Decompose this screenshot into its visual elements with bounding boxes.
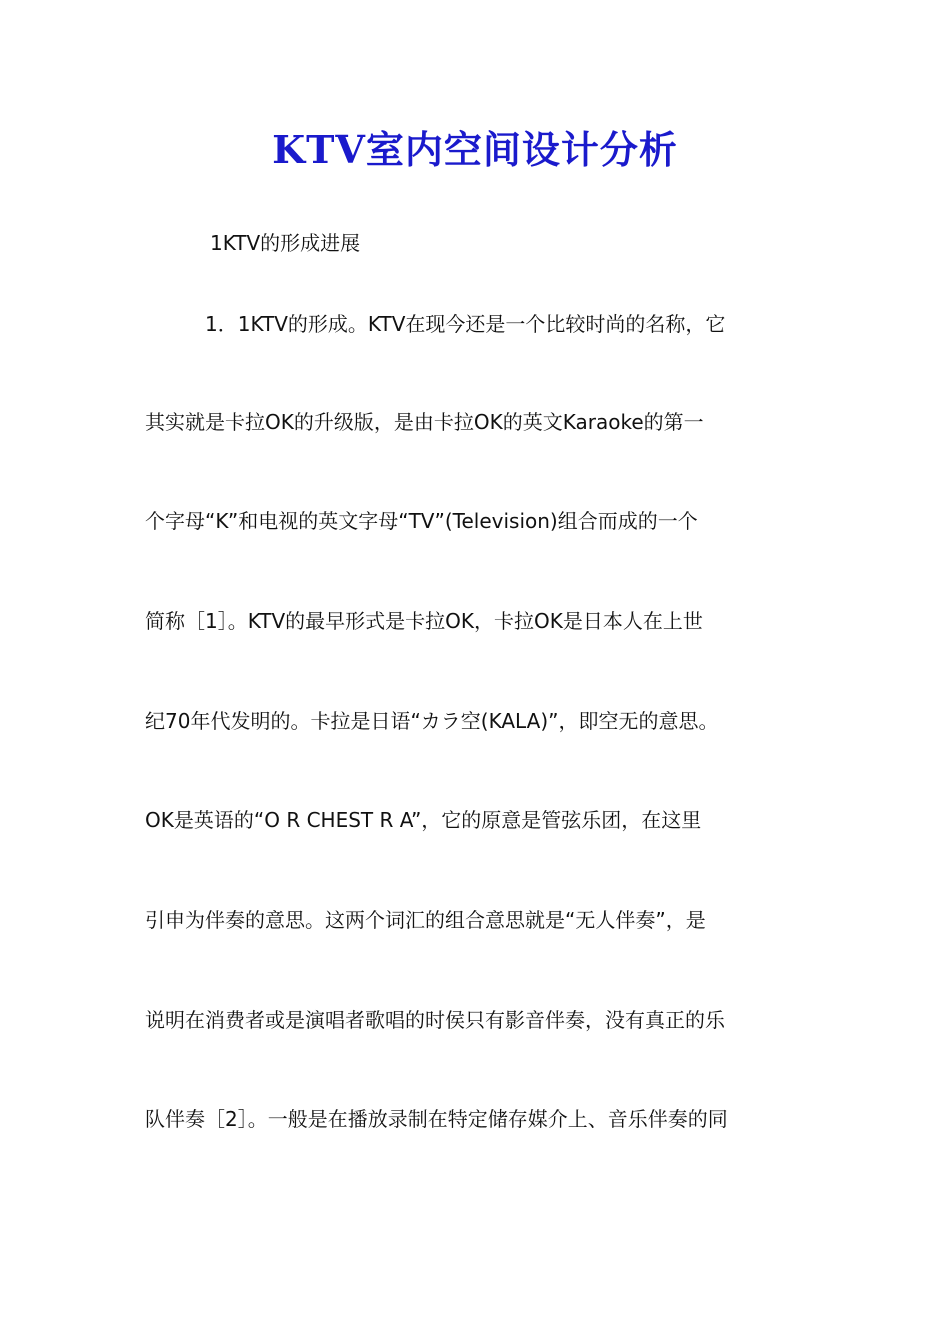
paragraph-line: 纪70年代发明的。卡拉是日语“カラ空(KALA)”，即空无的意思。 xyxy=(145,709,719,733)
paragraph-line: 其实就是卡拉OK的升级版，是由卡拉OK的英文Karaoke的第一 xyxy=(145,410,704,434)
paragraph-line: 简称［1］。KTV的最早形式是卡拉OK，卡拉OK是日本人在上世 xyxy=(145,609,703,633)
paragraph-line: OK是英语的“O R CHEST R A”，它的原意是管弦乐团，在这里 xyxy=(145,808,702,832)
paragraph-line: 1．1KTV的形成。KTV在现今还是一个比较时尚的名称，它 xyxy=(205,312,726,336)
paragraph-line: 队伴奏［2］。一般是在播放录制在特定储存媒介上、音乐伴奏的同 xyxy=(145,1107,728,1131)
section-heading: 1KTV的形成进展 xyxy=(210,231,361,255)
paragraph-line: 说明在消费者或是演唱者歌唱的时侯只有影音伴奏，没有真正的乐 xyxy=(145,1008,725,1032)
document-title: KTV室内空间设计分析 xyxy=(272,127,678,172)
paragraph-line: 个字母“K”和电视的英文字母“TV”(Television)组合而成的一个 xyxy=(145,509,698,533)
paragraph-line: 引申为伴奏的意思。这两个词汇的组合意思就是“无人伴奏”，是 xyxy=(145,908,706,932)
